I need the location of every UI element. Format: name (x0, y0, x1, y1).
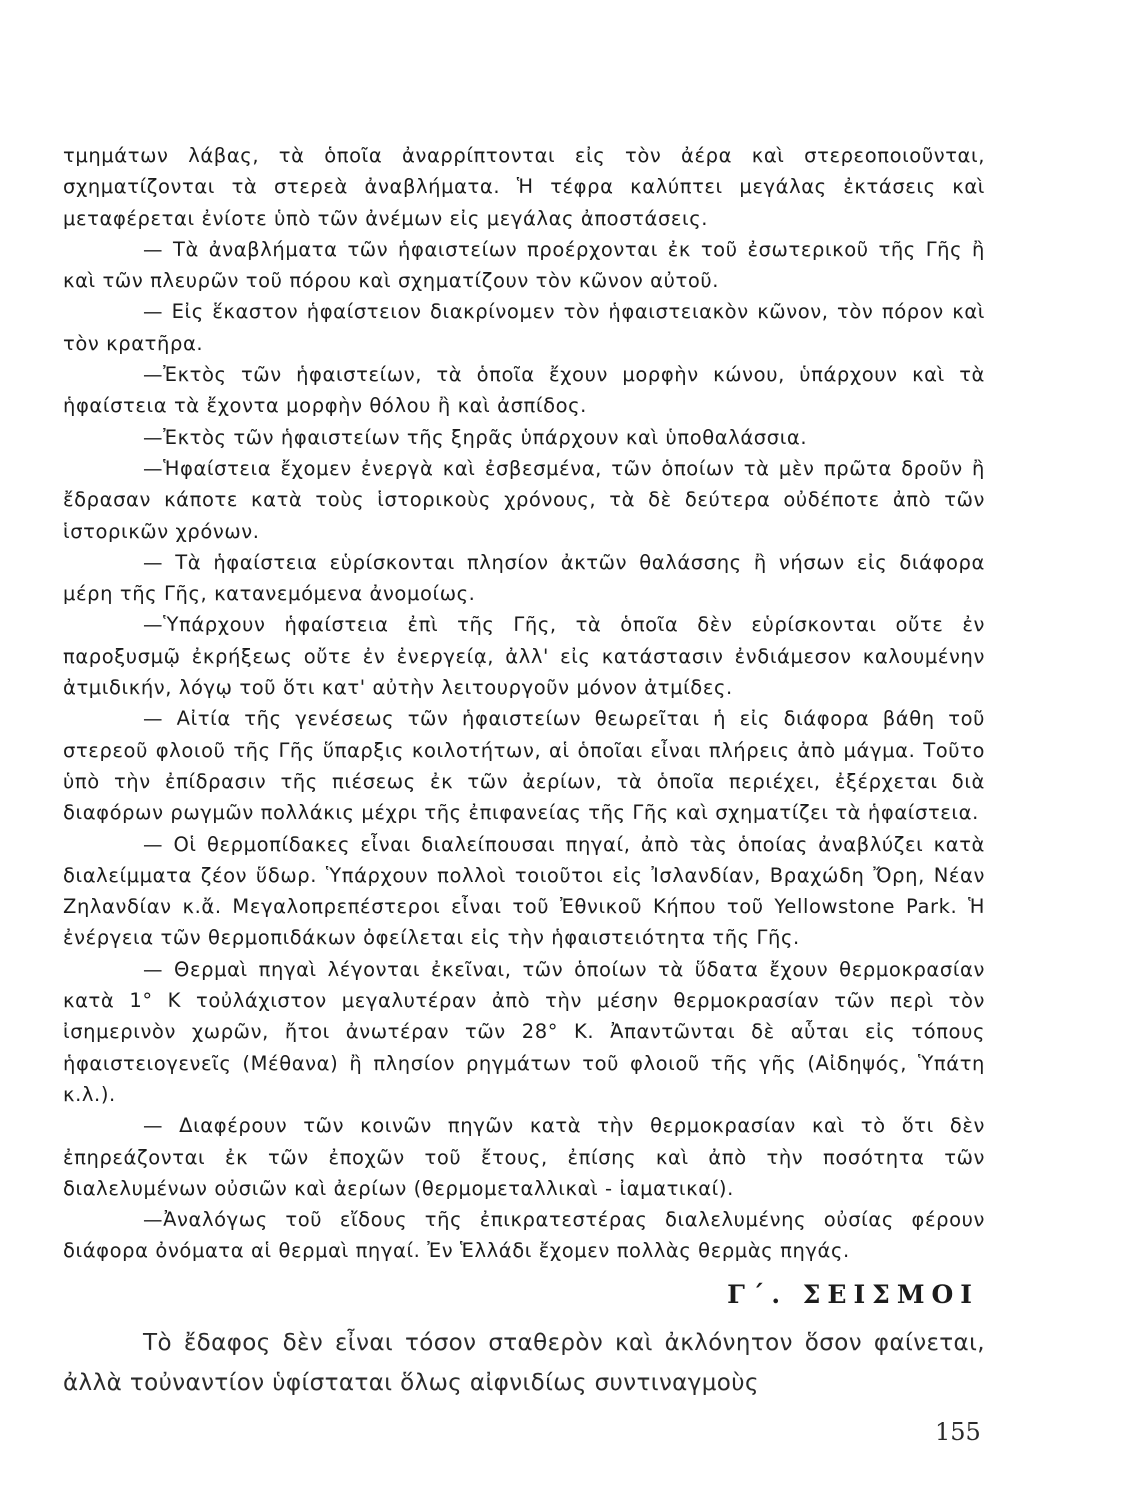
paragraph: — Αἰτία τῆς γενέσεως τῶν ἡφαιστείων θεωρεῖται ἡ εἰς διάφορα βάθη τοῦ στερεοῦ φλοιοῦ τῆς Γῆς ὕπαρξις κοιλοτήτων, αἱ ὁποῖαι εἶναι πλήρεις ἀπὸ μάγμα. Τοῦτο ὑπὸ τὴν ἐπίδρασιν τῆς πιέσεως ἐκ τῶν ἀερίων, τὰ ὁποῖα περιέχει, ἐξέρχεται διὰ διαφόρων ρωγμῶν πολλάκις μέχρι τῆς ἐπιφανείας τῆς Γῆς καὶ σχηματίζει τὰ ἡφαίστεια. (63, 707, 985, 825)
page-number: 155 (935, 1418, 981, 1446)
paragraph: — Εἰς ἕκαστον ἡφαίστειον διακρίνομεν τὸν ἡφαιστειακὸν κῶνον, τὸν πόρον καὶ τὸν κρατῆρα. (63, 300, 985, 355)
paragraph: — Τὰ ἀναβλήματα τῶν ἡφαιστείων προέρχονται ἐκ τοῦ ἐσωτερικοῦ τῆς Γῆς ἢ καὶ τῶν πλευρῶν τοῦ πόρου καὶ σχηματίζουν τὸν κῶνον αὐτοῦ. (63, 237, 985, 293)
section-heading: Γ΄. ΣΕΙΣΜΟΙ (727, 1279, 979, 1309)
paragraph: — Διαφέρουν τῶν κοινῶν πηγῶν κατὰ τὴν θερμοκρασίαν καὶ τὸ ὅτι δὲν ἐπηρεάζονται ἐκ τῶν ἐποχῶν τοῦ ἔτους, ἐπίσης καὶ ἀπὸ τὴν ποσότητα τῶν διαλελυμένων οὐσιῶν καὶ ἀερίων (θερμομεταλλικαὶ - ἰαματικαί). (63, 1114, 985, 1200)
paragraph: —Ἀναλόγως τοῦ εἴδους τῆς ἐπικρατεστέρας διαλελυμένης οὐσίας φέρουν διάφορα ὀνόματα αἱ θερμαὶ πηγαί. Ἐν Ἑλλάδι ἔχομεν πολλὰς θερμὰς πηγάς. (63, 1208, 985, 1263)
paragraph-continuation: τμημάτων λάβας, τὰ ὁποῖα ἀναρρίπτονται εἰς τὸν ἀέρα καὶ στερεοποιοῦνται, σχηματίζονται τὰ στερεὰ ἀναβλήματα. Ἡ τέφρα καλύπτει μεγάλας ἐκτάσεις καὶ μεταφέρεται ἐνίοτε ὑπὸ τῶν ἀνέμων εἰς μεγάλας ἀποστάσεις. (63, 144, 985, 230)
paragraph: —Ἐκτὸς τῶν ἡφαιστείων τῆς ξηρᾶς ὑπάρχουν καὶ ὑποθαλάσσια. (143, 425, 808, 449)
paragraph: —Ἐκτὸς τῶν ἡφαιστείων, τὰ ὁποῖα ἔχουν μορφὴν κώνου, ὑπάρχουν καὶ τὰ ἡφαίστεια τὰ ἔχοντα μορφὴν θόλου ἢ καὶ ἀσπίδος. (63, 363, 985, 418)
paragraph: — Οἱ θερμοπίδακες εἶναι διαλείπουσαι πηγαί, ἀπὸ τὰς ὁποίας ἀναβλύζει κατὰ διαλείμματα ζέον ὕδωρ. Ὑπάρχουν πολλοὶ τοιοῦτοι εἰς Ἰσλανδίαν, Βραχώδη Ὄρη, Νέαν Ζηλανδίαν κ.ἄ. Μεγαλοπρεπέστεροι εἶναι τοῦ Ἐθνικοῦ Κήπου τοῦ Yellowstone Park. Ἡ ἐνέργεια τῶν θερμοπιδάκων ὀφείλεται εἰς τὴν ἡφαιστειότητα τῆς Γῆς. (63, 832, 985, 950)
page-content (63, 140, 985, 1403)
paragraph: — Τὰ ἡφαίστεια εὑρίσκονται πλησίον ἀκτῶν θαλάσσης ἢ νήσων εἰς διάφορα μέρη τῆς Γῆς, κατανεμόμενα ἀνομοίως. (63, 550, 985, 606)
lead-paragraph: Τὸ ἔδαφος δὲν εἶναι τόσον σταθερὸν καὶ ἀκλόνητον ὅσον φαίνεται, ἀλλὰ τοὐναντίον ὑφίσταται ὅλως αἰφνιδίως συντιναγμοὺς (63, 1329, 985, 1396)
paragraph: —Ὑπάρχουν ἡφαίστεια ἐπὶ τῆς Γῆς, τὰ ὁποῖα δὲν εὑρίσκονται οὔτε ἐν παροξυσμῷ ἐκρήξεως οὔτε ἐν ἐνεργείᾳ, ἀλλ' εἰς κατάστασιν ἐνδιάμεσον καλουμένην ἀτμιδικήν, λόγῳ τοῦ ὅτι κατ' αὐτὴν λειτουργοῦν μόνον ἀτμίδες. (63, 613, 985, 700)
paragraph: — Θερμαὶ πηγαὶ λέγονται ἐκεῖναι, τῶν ὁποίων τὰ ὕδατα ἔχουν θερμοκρασίαν κατὰ 1° Κ τοὐλάχιστον μεγαλυτέραν ἀπὸ τὴν μέσην θερμοκρασίαν τῶν περὶ τὸν ἰσημερινὸν χωρῶν, ἤτοι ἀνωτέραν τῶν 28° Κ. Ἀπαντῶνται δὲ αὗται εἰς τόπους ἡφαιστειογενεῖς (Μέθανα) ἢ πλησίον ρηγμάτων τοῦ φλοιοῦ τῆς γῆς (Αἰδηψός, Ὑπάτη κ.λ.). (63, 957, 985, 1106)
body-text (63, 140, 985, 1267)
paragraph: —Ἡφαίστεια ἔχομεν ἐνεργὰ καὶ ἐσβεσμένα, τῶν ὁποίων τὰ μὲν πρῶτα δροῦν ἢ ἔδρασαν κάποτε κατὰ τοὺς ἱστορικοὺς χρόνους, τὰ δὲ δεύτερα οὐδέποτε ἀπὸ τῶν ἱστορικῶν χρόνων. (63, 456, 985, 543)
